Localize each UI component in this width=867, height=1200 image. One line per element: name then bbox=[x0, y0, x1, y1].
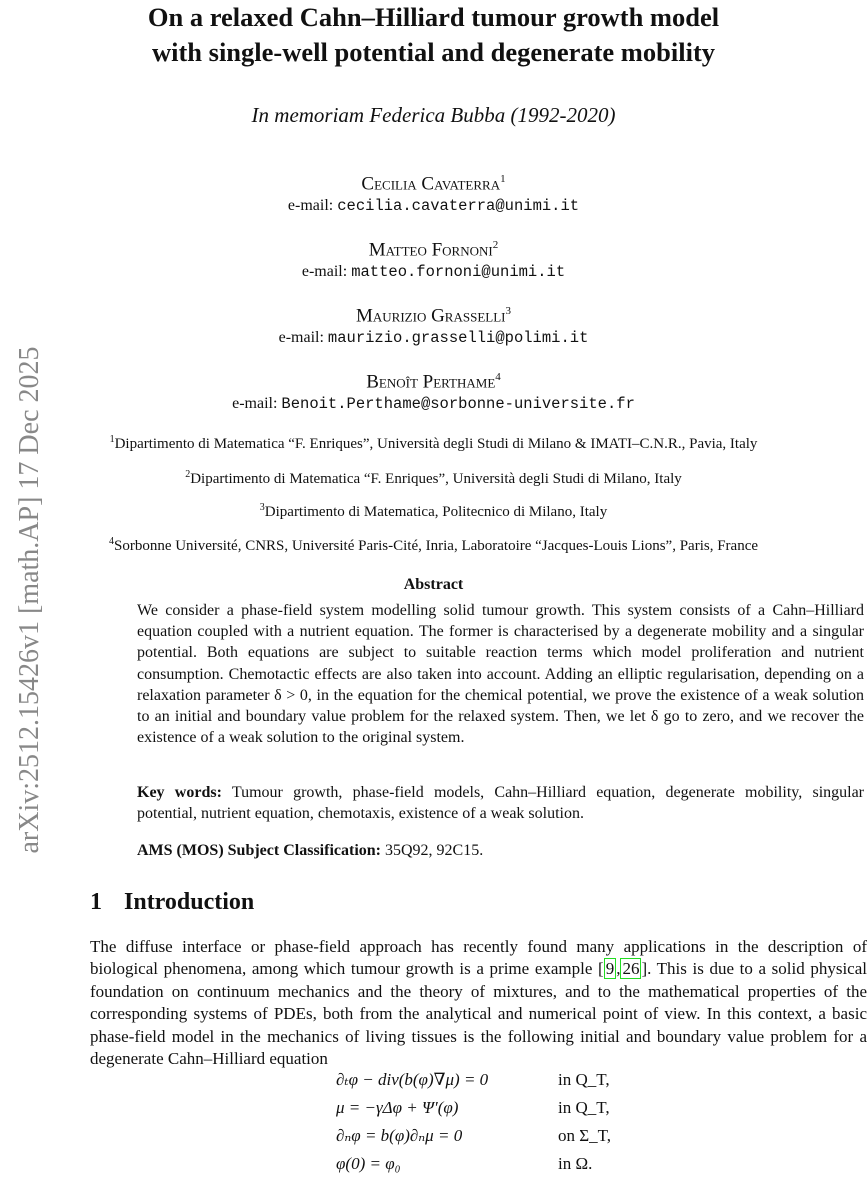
intro-paragraph bbox=[90, 936, 867, 1070]
author-sup: 2 bbox=[492, 239, 499, 251]
author-email[interactable]: Benoit.Perthame@sorbonne-universite.fr bbox=[281, 395, 635, 414]
abstract-heading: Abstract bbox=[403, 576, 464, 593]
affiliation-text: Dipartimento di Matematica “F. Enriques”, Università degli Studi di Milano & IMATI–C.N.R., Pavia, Italy bbox=[114, 436, 758, 452]
author-name: Maurizio Grasselli bbox=[356, 305, 506, 327]
equation-system bbox=[336, 1066, 611, 1178]
affiliation-text: Dipartimento di Matematica, Politecnico di Milano, Italy bbox=[264, 504, 608, 520]
abstract-text: We consider a phase-field system modelling solid tumour growth. This system consists of a Cahn–Hilliard equation coupled with a nutrient equation. The former is characterised by a degenerate mobility and a singular potential. Both equations are subject to suitable reaction terms which model proliferation and nutrient consumption. Chemotactic effects are also taken into account. Adding an elliptic regularisation, depending on a relaxation parameter δ > 0, in the equation for the chemical potential, we prove the existence of a weak solution to an initial and boundary value problem for the relaxed system. Then, we let δ go to zero, and we recover the existence of a weak solution to the original system. bbox=[137, 602, 864, 747]
equation-lhs: φ(0) = φ₀ bbox=[336, 1154, 401, 1173]
email-label: e-mail: bbox=[287, 197, 338, 215]
equation-lhs: ∂ₙφ = b(φ)∂ₙμ = 0 bbox=[336, 1126, 463, 1145]
affiliation-4 bbox=[0, 532, 867, 556]
intro-text: The diffuse interface or phase-field approach has recently found many applications in the description of biological phenomena, among which tumour growth is a prime example [ bbox=[90, 937, 867, 979]
author-block-3 bbox=[0, 300, 867, 349]
citation-separator: , bbox=[616, 959, 621, 979]
section-heading bbox=[90, 889, 276, 916]
equation-domain: in Q_T, bbox=[558, 1070, 610, 1089]
author-name: Benoît Perthame bbox=[366, 371, 496, 393]
author-sup: 3 bbox=[505, 305, 511, 317]
paper-title bbox=[0, 0, 867, 70]
affiliation-2 bbox=[0, 465, 867, 489]
section-number: 1 bbox=[90, 889, 102, 915]
arxiv-sidebar-stamp: arXiv:2512.15426v1 [math.AP] 17 Dec 2025 bbox=[14, 346, 45, 854]
author-sup: 1 bbox=[500, 173, 506, 185]
equation-row bbox=[336, 1066, 611, 1094]
affiliation-3 bbox=[0, 498, 867, 522]
equation-row bbox=[336, 1150, 611, 1178]
email-label: e-mail: bbox=[278, 329, 328, 347]
email-label: e-mail: bbox=[232, 395, 282, 413]
equation-row bbox=[336, 1094, 611, 1122]
author-email[interactable]: maurizio.grasselli@polimi.it bbox=[327, 329, 589, 348]
author-email[interactable]: cecilia.cavaterra@unimi.it bbox=[337, 197, 580, 216]
ams-text: 35Q92, 92C15. bbox=[380, 842, 484, 859]
author-sup: 4 bbox=[495, 371, 501, 383]
author-block-1 bbox=[0, 168, 867, 217]
keywords bbox=[137, 782, 864, 824]
author-name: Cecilia Cavaterra bbox=[361, 173, 501, 195]
affiliation-sup: 4 bbox=[108, 536, 114, 547]
equation-domain: on Σ_T, bbox=[558, 1126, 612, 1145]
citation-link[interactable]: 26 bbox=[622, 959, 640, 979]
equation-lhs: μ = −γΔφ + Ψ′(φ) bbox=[336, 1098, 459, 1117]
equation-row bbox=[336, 1122, 611, 1150]
author-email[interactable]: matteo.fornoni@unimi.it bbox=[351, 263, 566, 282]
title-line-1: On a relaxed Cahn–Hilliard tumour growth model bbox=[147, 2, 720, 32]
equation-domain: in Ω. bbox=[558, 1154, 593, 1173]
affiliation-text: Dipartimento di Matematica “F. Enriques”, Università degli Studi di Milano, Italy bbox=[190, 471, 682, 487]
author-block-4 bbox=[0, 366, 867, 415]
affiliation-text: Sorbonne Université, CNRS, Université Paris-Cité, Inria, Laboratoire “Jacques-Louis Lions”, Paris, France bbox=[113, 538, 759, 554]
email-label: e-mail: bbox=[301, 263, 352, 281]
affiliation-sup: 2 bbox=[185, 469, 191, 480]
dedication: In memoriam Federica Bubba (1992-2020) bbox=[251, 103, 616, 127]
keywords-label: Key words: bbox=[137, 784, 222, 801]
ams-label: AMS (MOS) Subject Classification: bbox=[137, 842, 381, 859]
intro-text: ]. This is due to a solid physical foundation on continuum mechanics and the theory of mixtures, and to the mathematical properties of the corresponding systems of PDEs, both from the analytical and numerical point of view. In this context, a basic phase-field model in the mechanics of living tissues is the following initial and boundary value problem for a degenerate Cahn–Hilliard equation bbox=[90, 959, 867, 1069]
affiliation-sup: 3 bbox=[259, 502, 265, 513]
ams-classification bbox=[137, 840, 864, 861]
section-title: Introduction bbox=[124, 889, 255, 915]
keywords-text: Tumour growth, phase-field models, Cahn–Hilliard equation, degenerate mobility, singular potential, nutrient equation, chemotaxis, existence of a weak solution. bbox=[137, 784, 865, 823]
author-name: Matteo Fornoni bbox=[368, 239, 493, 261]
affiliation-1 bbox=[0, 430, 867, 454]
affiliation-sup: 1 bbox=[109, 434, 115, 445]
citation-link[interactable]: 9 bbox=[605, 959, 615, 979]
author-block-2 bbox=[0, 234, 867, 283]
equation-domain: in Q_T, bbox=[558, 1098, 610, 1117]
equation-lhs: ∂ₜφ − div(b(φ)∇μ) = 0 bbox=[336, 1070, 489, 1089]
title-line-2: with single-well potential and degenerate mobility bbox=[151, 37, 716, 67]
